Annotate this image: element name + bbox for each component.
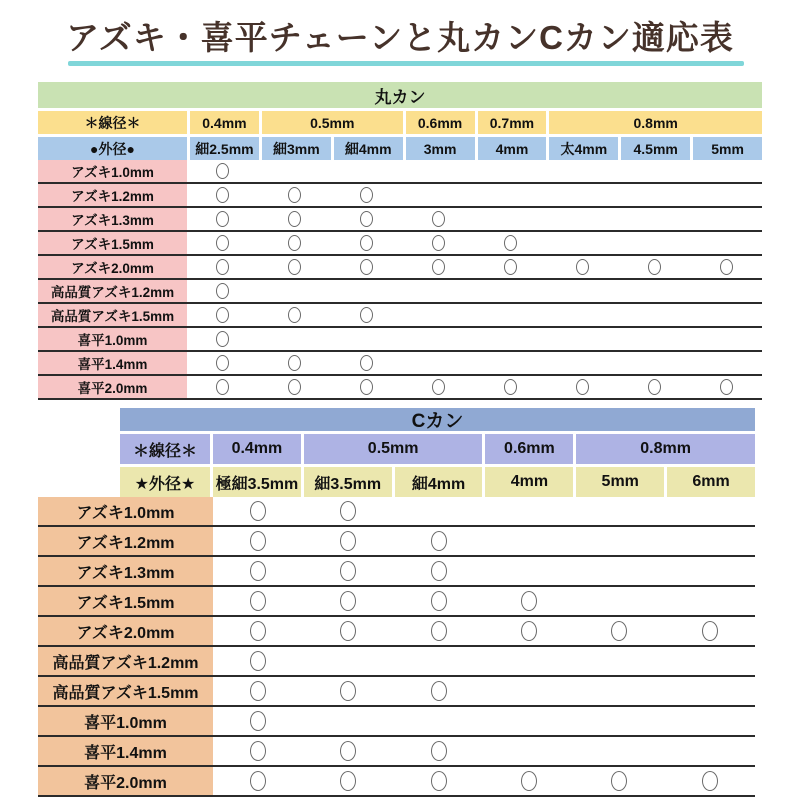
- ckan-outer-size-label: ★外径★: [120, 467, 210, 497]
- ckan-chain-row-label: 喜平1.4mm: [38, 737, 213, 765]
- marukan-outer-size-4mm: 4mm: [478, 137, 547, 160]
- compatible-circle-icon: [250, 561, 266, 581]
- ckan-outer-size-5mm: 5mm: [576, 467, 664, 497]
- ckan-compat-cell: [303, 617, 393, 645]
- ckan-compat-cell: [484, 497, 574, 525]
- marukan-compat-cell: [403, 160, 475, 182]
- marukan-compat-cell: [618, 328, 690, 350]
- marukan-compat-cell: [618, 232, 690, 254]
- compatible-circle-icon: [521, 771, 537, 791]
- ckan-wire-size-label: ＊線径＊: [120, 434, 210, 464]
- marukan-outer-size-太4mm: 太4mm: [549, 137, 618, 160]
- marukan-compat-cell: [331, 208, 403, 230]
- marukan-compat-cell: [259, 208, 331, 230]
- marukan-compat-cell: [546, 208, 618, 230]
- marukan-outer-size-row: [38, 137, 762, 160]
- ckan-compat-cell: [394, 767, 484, 795]
- marukan-chain-row-label: アズキ1.3mm: [38, 208, 187, 230]
- ckan-compat-cell: [484, 737, 574, 765]
- marukan-compat-cell: [259, 328, 331, 350]
- ckan-wire-size-row: [120, 434, 755, 464]
- ckan-table: [38, 408, 755, 797]
- ckan-compat-cell: [484, 557, 574, 585]
- ckan-compat-cell: [484, 527, 574, 555]
- ckan-chain-row-label: アズキ2.0mm: [38, 617, 213, 645]
- marukan-compat-cell: [403, 208, 475, 230]
- marukan-chain-row-label: 喜平1.4mm: [38, 352, 187, 374]
- ckan-compat-cell: [665, 497, 755, 525]
- page-title: アズキ・喜平チェーンと丸カンCカン適応表: [66, 19, 734, 56]
- compatible-circle-icon: [288, 379, 301, 395]
- marukan-compat-cell: [331, 232, 403, 254]
- marukan-compat-cell: [546, 256, 618, 278]
- marukan-chain-row: [38, 256, 762, 280]
- ckan-compat-cell: [394, 497, 484, 525]
- ckan-compat-cell: [213, 587, 303, 615]
- ckan-chain-row: [38, 587, 755, 617]
- compatible-circle-icon: [360, 187, 373, 203]
- ckan-compat-cell: [394, 527, 484, 555]
- marukan-outer-size-5mm: 5mm: [693, 137, 762, 160]
- marukan-compat-cell: [475, 256, 547, 278]
- marukan-compat-cell: [187, 328, 259, 350]
- marukan-chain-row-label: アズキ2.0mm: [38, 256, 187, 278]
- compatible-circle-icon: [576, 259, 589, 275]
- ckan-compat-cell: [574, 497, 664, 525]
- ckan-compat-cell: [303, 557, 393, 585]
- marukan-wire-size-0.8mm: 0.8mm: [549, 111, 762, 134]
- ckan-chain-row-label: アズキ1.0mm: [38, 497, 213, 525]
- compatible-circle-icon: [216, 211, 229, 227]
- compatible-circle-icon: [576, 379, 589, 395]
- marukan-compat-cell: [618, 304, 690, 326]
- ckan-compat-cell: [665, 647, 755, 675]
- marukan-wire-size-row: [38, 111, 762, 134]
- marukan-compat-cell: [690, 232, 762, 254]
- ckan-outer-size-細3.5mm: 細3.5mm: [304, 467, 392, 497]
- ckan-compat-cell: [574, 737, 664, 765]
- ckan-chain-row-label: アズキ1.2mm: [38, 527, 213, 555]
- marukan-compat-cell: [259, 304, 331, 326]
- marukan-outer-size-細4mm: 細4mm: [334, 137, 403, 160]
- ckan-compat-cell: [213, 677, 303, 705]
- marukan-wire-size-0.7mm: 0.7mm: [478, 111, 547, 134]
- marukan-compat-cell: [618, 376, 690, 398]
- ckan-chain-row: [38, 677, 755, 707]
- marukan-chain-row-label: 高品質アズキ1.5mm: [38, 304, 187, 326]
- ckan-compat-cell: [213, 737, 303, 765]
- marukan-chain-row-label: アズキ1.2mm: [38, 184, 187, 206]
- ckan-table-title: Cカン: [120, 408, 755, 431]
- ckan-compat-cell: [574, 767, 664, 795]
- marukan-compat-cell: [618, 184, 690, 206]
- ckan-compat-cell: [303, 707, 393, 735]
- marukan-chain-row: [38, 328, 762, 352]
- compatible-circle-icon: [702, 621, 718, 641]
- marukan-compat-cell: [546, 376, 618, 398]
- marukan-compat-cell: [187, 256, 259, 278]
- marukan-compat-cell: [546, 160, 618, 182]
- marukan-compat-cell: [403, 256, 475, 278]
- ckan-compat-cell: [484, 587, 574, 615]
- marukan-compat-cell: [187, 208, 259, 230]
- marukan-compat-cell: [187, 352, 259, 374]
- marukan-table-title: 丸カン: [38, 82, 762, 108]
- ckan-outer-size-極細3.5mm: 極細3.5mm: [213, 467, 301, 497]
- compatible-circle-icon: [521, 591, 537, 611]
- compatible-circle-icon: [611, 621, 627, 641]
- compatible-circle-icon: [250, 501, 266, 521]
- ckan-outer-size-row: [120, 467, 755, 497]
- compatible-circle-icon: [250, 531, 266, 551]
- compatible-circle-icon: [360, 235, 373, 251]
- marukan-compat-cell: [690, 352, 762, 374]
- marukan-compat-cell: [259, 376, 331, 398]
- compatible-circle-icon: [288, 259, 301, 275]
- compatible-circle-icon: [432, 379, 445, 395]
- marukan-compat-cell: [331, 256, 403, 278]
- ckan-compat-cell: [484, 767, 574, 795]
- marukan-compat-cell: [331, 352, 403, 374]
- ckan-chain-row: [38, 497, 755, 527]
- ckan-chain-row: [38, 647, 755, 677]
- compatible-circle-icon: [504, 379, 517, 395]
- compatible-circle-icon: [216, 259, 229, 275]
- marukan-chain-row-label: アズキ1.5mm: [38, 232, 187, 254]
- compatible-circle-icon: [216, 355, 229, 371]
- marukan-chain-row: [38, 376, 762, 400]
- marukan-compat-cell: [690, 280, 762, 302]
- compatible-circle-icon: [504, 235, 517, 251]
- marukan-wire-size-0.4mm: 0.4mm: [190, 111, 259, 134]
- compatible-circle-icon: [250, 741, 266, 761]
- marukan-chain-row: [38, 208, 762, 232]
- marukan-compat-cell: [690, 328, 762, 350]
- marukan-compat-cell: [331, 160, 403, 182]
- ckan-compat-cell: [665, 767, 755, 795]
- marukan-compat-cell: [475, 232, 547, 254]
- compatible-circle-icon: [216, 163, 229, 179]
- marukan-compat-cell: [618, 352, 690, 374]
- ckan-chain-row: [38, 707, 755, 737]
- ckan-compat-cell: [574, 707, 664, 735]
- ckan-chain-row: [38, 557, 755, 587]
- ckan-compat-cell: [213, 557, 303, 585]
- marukan-compat-cell: [546, 304, 618, 326]
- compatible-circle-icon: [288, 307, 301, 323]
- ckan-compat-cell: [665, 527, 755, 555]
- marukan-compat-cell: [187, 184, 259, 206]
- ckan-chain-row-label: アズキ1.5mm: [38, 587, 213, 615]
- compatible-circle-icon: [340, 561, 356, 581]
- marukan-compat-cell: [187, 376, 259, 398]
- compatible-circle-icon: [250, 771, 266, 791]
- marukan-chain-row: [38, 352, 762, 376]
- ckan-wire-size-0.5mm: 0.5mm: [304, 434, 483, 464]
- marukan-outer-size-細2.5mm: 細2.5mm: [190, 137, 259, 160]
- ckan-chain-row-label: 高品質アズキ1.5mm: [38, 677, 213, 705]
- ckan-compat-cell: [574, 647, 664, 675]
- compatible-circle-icon: [340, 741, 356, 761]
- ckan-compat-cell: [665, 587, 755, 615]
- ckan-chain-row-label: アズキ1.3mm: [38, 557, 213, 585]
- marukan-chain-row: [38, 160, 762, 184]
- ckan-compat-cell: [213, 767, 303, 795]
- marukan-compat-cell: [187, 232, 259, 254]
- ckan-compat-cell: [303, 497, 393, 525]
- ckan-compat-cell: [484, 707, 574, 735]
- compatible-circle-icon: [432, 211, 445, 227]
- ckan-compat-cell: [484, 617, 574, 645]
- ckan-chain-row: [38, 527, 755, 557]
- ckan-compat-cell: [303, 527, 393, 555]
- ckan-wire-size-0.6mm: 0.6mm: [485, 434, 573, 464]
- compatible-circle-icon: [521, 621, 537, 641]
- ckan-compat-cell: [665, 677, 755, 705]
- compatible-circle-icon: [360, 211, 373, 227]
- marukan-compat-cell: [546, 232, 618, 254]
- ckan-outer-size-4mm: 4mm: [485, 467, 573, 497]
- marukan-compat-cell: [259, 352, 331, 374]
- marukan-chain-row: [38, 280, 762, 304]
- marukan-compat-cell: [403, 280, 475, 302]
- marukan-chain-row-label: アズキ1.0mm: [38, 160, 187, 182]
- ckan-compat-cell: [484, 647, 574, 675]
- marukan-compat-cell: [690, 304, 762, 326]
- compatible-circle-icon: [648, 379, 661, 395]
- ckan-wire-size-0.8mm: 0.8mm: [576, 434, 755, 464]
- marukan-compat-cell: [259, 160, 331, 182]
- ckan-compat-cell: [394, 677, 484, 705]
- compatible-circle-icon: [431, 741, 447, 761]
- ckan-chain-row: [38, 767, 755, 797]
- compatible-circle-icon: [431, 591, 447, 611]
- marukan-compat-cell: [403, 184, 475, 206]
- ckan-compat-cell: [394, 707, 484, 735]
- ckan-compat-cell: [394, 737, 484, 765]
- compatible-circle-icon: [340, 681, 356, 701]
- marukan-compat-cell: [259, 256, 331, 278]
- marukan-chain-row-label: 喜平1.0mm: [38, 328, 187, 350]
- ckan-compat-cell: [574, 677, 664, 705]
- compatible-circle-icon: [250, 711, 266, 731]
- ckan-compat-cell: [213, 617, 303, 645]
- marukan-compat-cell: [403, 328, 475, 350]
- marukan-compat-cell: [475, 208, 547, 230]
- compatible-circle-icon: [431, 771, 447, 791]
- title-underline: [68, 61, 744, 66]
- marukan-compat-cell: [403, 232, 475, 254]
- marukan-compat-cell: [259, 232, 331, 254]
- ckan-compat-cell: [394, 647, 484, 675]
- marukan-compat-cell: [475, 184, 547, 206]
- compatible-circle-icon: [431, 561, 447, 581]
- compatible-circle-icon: [720, 259, 733, 275]
- marukan-compat-cell: [690, 256, 762, 278]
- marukan-compat-cell: [690, 184, 762, 206]
- ckan-outer-size-6mm: 6mm: [667, 467, 755, 497]
- marukan-compat-cell: [618, 280, 690, 302]
- ckan-chain-row-label: 喜平1.0mm: [38, 707, 213, 735]
- marukan-outer-size-細3mm: 細3mm: [262, 137, 331, 160]
- marukan-compat-cell: [187, 160, 259, 182]
- ckan-compat-cell: [394, 557, 484, 585]
- marukan-compat-cell: [475, 352, 547, 374]
- ckan-compat-cell: [665, 707, 755, 735]
- compatible-circle-icon: [250, 651, 266, 671]
- marukan-compat-cell: [403, 352, 475, 374]
- ckan-compat-cell: [303, 647, 393, 675]
- compatible-circle-icon: [216, 379, 229, 395]
- compatible-circle-icon: [288, 187, 301, 203]
- compatible-circle-icon: [216, 307, 229, 323]
- ckan-compat-cell: [303, 737, 393, 765]
- ckan-chain-row: [38, 737, 755, 767]
- marukan-compat-cell: [187, 304, 259, 326]
- ckan-compat-cell: [484, 677, 574, 705]
- marukan-compat-cell: [331, 184, 403, 206]
- ckan-compat-cell: [303, 587, 393, 615]
- marukan-compat-cell: [475, 304, 547, 326]
- compatible-circle-icon: [648, 259, 661, 275]
- marukan-wire-size-0.5mm: 0.5mm: [262, 111, 403, 134]
- ckan-compat-cell: [665, 737, 755, 765]
- ckan-compat-cell: [574, 527, 664, 555]
- ckan-compat-cell: [394, 617, 484, 645]
- marukan-chain-row-label: 高品質アズキ1.2mm: [38, 280, 187, 302]
- marukan-compat-cell: [187, 280, 259, 302]
- marukan-compat-cell: [475, 328, 547, 350]
- marukan-compat-cell: [690, 160, 762, 182]
- ckan-compat-cell: [394, 587, 484, 615]
- compatible-circle-icon: [340, 771, 356, 791]
- compatible-circle-icon: [340, 591, 356, 611]
- compatible-circle-icon: [431, 621, 447, 641]
- ckan-outer-size-細4mm: 細4mm: [395, 467, 483, 497]
- marukan-compat-cell: [618, 256, 690, 278]
- compatible-circle-icon: [288, 235, 301, 251]
- compatible-circle-icon: [216, 235, 229, 251]
- marukan-compat-cell: [690, 376, 762, 398]
- marukan-compat-cell: [546, 328, 618, 350]
- marukan-wire-size-0.6mm: 0.6mm: [406, 111, 475, 134]
- compatible-circle-icon: [432, 235, 445, 251]
- compatible-circle-icon: [250, 681, 266, 701]
- ckan-compat-cell: [213, 647, 303, 675]
- marukan-outer-size-3mm: 3mm: [406, 137, 475, 160]
- marukan-compat-cell: [475, 160, 547, 182]
- marukan-table: [38, 82, 762, 400]
- ckan-compat-cell: [665, 557, 755, 585]
- marukan-compat-cell: [546, 184, 618, 206]
- compatible-circle-icon: [431, 681, 447, 701]
- ckan-compat-cell: [303, 677, 393, 705]
- compatible-circle-icon: [360, 307, 373, 323]
- ckan-chain-row-label: 高品質アズキ1.2mm: [38, 647, 213, 675]
- ckan-compat-cell: [213, 707, 303, 735]
- compatible-circle-icon: [504, 259, 517, 275]
- compatible-circle-icon: [611, 771, 627, 791]
- marukan-compat-cell: [618, 208, 690, 230]
- compatible-circle-icon: [702, 771, 718, 791]
- compatible-circle-icon: [340, 621, 356, 641]
- marukan-wire-size-label: ＊線径＊: [38, 111, 187, 134]
- ckan-compat-cell: [303, 767, 393, 795]
- marukan-compat-cell: [546, 280, 618, 302]
- marukan-compat-cell: [331, 328, 403, 350]
- compatible-circle-icon: [360, 259, 373, 275]
- compatible-circle-icon: [250, 621, 266, 641]
- compatible-circle-icon: [216, 331, 229, 347]
- marukan-chain-row: [38, 304, 762, 328]
- marukan-compat-cell: [331, 376, 403, 398]
- marukan-chain-row: [38, 184, 762, 208]
- ckan-compat-cell: [213, 497, 303, 525]
- compatible-circle-icon: [288, 355, 301, 371]
- marukan-outer-size-label: ●外径●: [38, 137, 187, 160]
- compatible-circle-icon: [340, 501, 356, 521]
- compatible-circle-icon: [720, 379, 733, 395]
- marukan-compat-cell: [618, 160, 690, 182]
- ckan-compat-cell: [574, 557, 664, 585]
- marukan-compat-cell: [331, 304, 403, 326]
- compatible-circle-icon: [360, 355, 373, 371]
- marukan-compat-cell: [331, 280, 403, 302]
- marukan-compat-cell: [259, 184, 331, 206]
- compatible-circle-icon: [340, 531, 356, 551]
- marukan-compat-cell: [403, 304, 475, 326]
- ckan-compat-cell: [665, 617, 755, 645]
- ckan-wire-size-0.4mm: 0.4mm: [213, 434, 301, 464]
- marukan-compat-cell: [475, 280, 547, 302]
- ckan-chain-row: [38, 617, 755, 647]
- marukan-compat-cell: [259, 280, 331, 302]
- ckan-compat-cell: [213, 527, 303, 555]
- ckan-compat-cell: [574, 587, 664, 615]
- marukan-compat-cell: [690, 208, 762, 230]
- compatible-circle-icon: [288, 211, 301, 227]
- marukan-compat-cell: [403, 376, 475, 398]
- compatible-circle-icon: [432, 259, 445, 275]
- ckan-compat-cell: [574, 617, 664, 645]
- marukan-chain-row-label: 喜平2.0mm: [38, 376, 187, 398]
- compatible-circle-icon: [360, 379, 373, 395]
- marukan-outer-size-4.5mm: 4.5mm: [621, 137, 690, 160]
- compatible-circle-icon: [216, 283, 229, 299]
- ckan-chain-row-label: 喜平2.0mm: [38, 767, 213, 795]
- compatible-circle-icon: [216, 187, 229, 203]
- marukan-compat-cell: [546, 352, 618, 374]
- marukan-compat-cell: [475, 376, 547, 398]
- marukan-chain-row: [38, 232, 762, 256]
- compatible-circle-icon: [431, 531, 447, 551]
- compatible-circle-icon: [250, 591, 266, 611]
